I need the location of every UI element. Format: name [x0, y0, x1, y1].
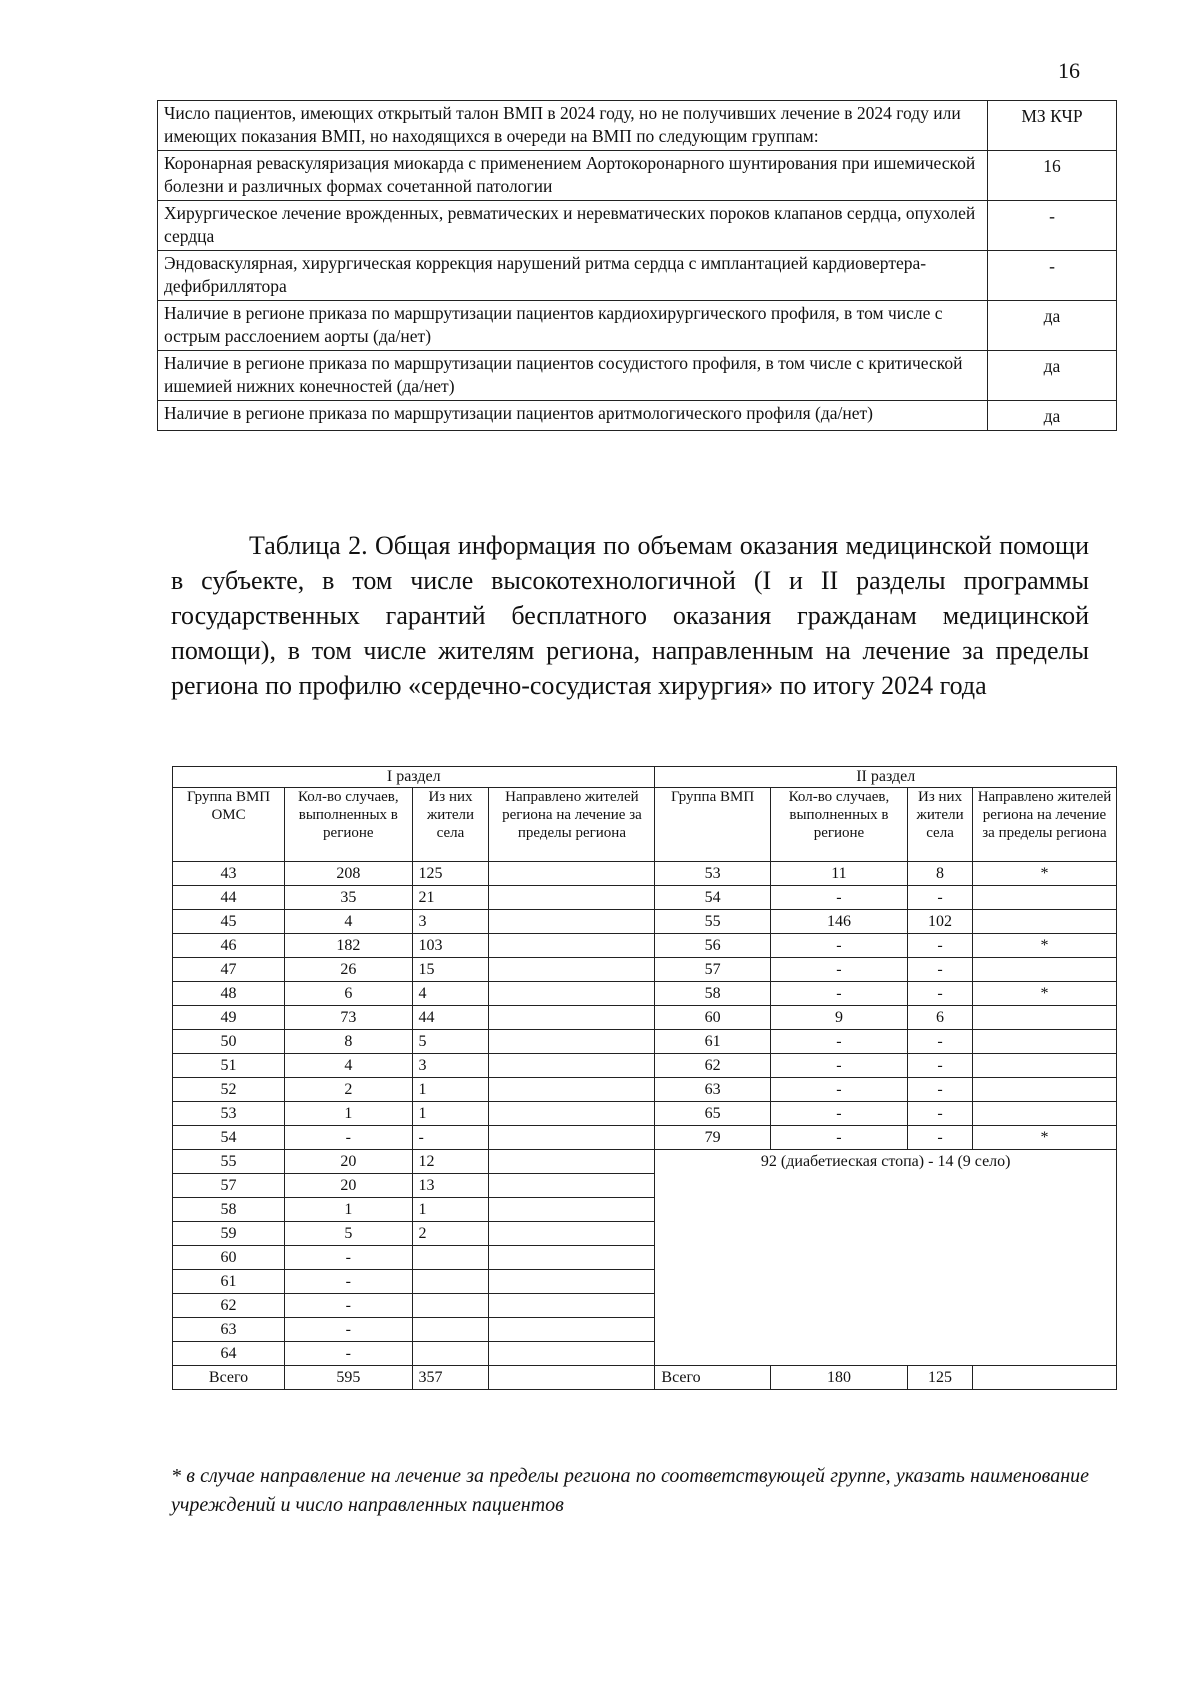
s1-rural-cell: 103	[412, 934, 489, 958]
s2-rural-cell: -	[908, 1078, 973, 1102]
s1-rural-cell: 4	[412, 982, 489, 1006]
s1-group-cell: 60	[173, 1246, 285, 1270]
total-s2-rural: 125	[908, 1366, 973, 1390]
s1-sent-cell	[489, 862, 655, 886]
s1-rural-cell: 44	[412, 1006, 489, 1030]
s1-cases-cell: 1	[285, 1102, 412, 1126]
s1-group-cell: 54	[173, 1126, 285, 1150]
row-value: -	[988, 251, 1117, 301]
s2-cases-cell: -	[770, 1102, 907, 1126]
s1-group-cell: 45	[173, 910, 285, 934]
s1-sent-cell	[489, 1150, 655, 1174]
s1-cases-cell: 35	[285, 886, 412, 910]
s1-cases-cell: 5	[285, 1222, 412, 1246]
s2-cases-cell: -	[770, 982, 907, 1006]
table-row	[173, 1030, 1117, 1054]
table-row	[173, 886, 1117, 910]
s1-sent-cell	[489, 982, 655, 1006]
s2-cases-cell: -	[770, 886, 907, 910]
s1-cases-cell: 6	[285, 982, 412, 1006]
s1-cases-cell: -	[285, 1246, 412, 1270]
s2-sent-cell	[972, 1030, 1116, 1054]
s1-rural-cell: 2	[412, 1222, 489, 1246]
row-description: Хирургическое лечение врожденных, ревматических и неревматических пороков клапанов сердца, опухолей сердца	[158, 201, 988, 251]
col-s2-cases: Кол-во случаев, выполненных в регионе	[770, 788, 907, 862]
table1-row	[158, 151, 1117, 201]
s2-rural-cell: -	[908, 958, 973, 982]
s1-cases-cell: 182	[285, 934, 412, 958]
row-value: да	[988, 301, 1117, 351]
s1-cases-cell: 73	[285, 1006, 412, 1030]
s2-rural-cell: 6	[908, 1006, 973, 1030]
s2-rural-cell: -	[908, 1030, 973, 1054]
table-row	[173, 1078, 1117, 1102]
s1-rural-cell: 1	[412, 1078, 489, 1102]
table1-row	[158, 351, 1117, 401]
col-s1-cases: Кол-во случаев, выполненных в регионе	[285, 788, 412, 862]
s2-cases-cell: -	[770, 1126, 907, 1150]
col-s1-sent: Направлено жителей региона на лечение за пределы региона	[489, 788, 655, 862]
s1-cases-cell: -	[285, 1270, 412, 1294]
s1-rural-cell: 13	[412, 1174, 489, 1198]
s2-note-cell: 92 (диабетиеская стопа) - 14 (9 село)	[655, 1150, 1117, 1366]
s2-sent-cell	[972, 1006, 1116, 1030]
s1-sent-cell	[489, 886, 655, 910]
table-row	[173, 1126, 1117, 1150]
s1-cases-cell: -	[285, 1318, 412, 1342]
s2-cases-cell: -	[770, 1030, 907, 1054]
s1-cases-cell: -	[285, 1294, 412, 1318]
s1-sent-cell	[489, 1246, 655, 1270]
table-row	[173, 1054, 1117, 1078]
s2-cases-cell: -	[770, 958, 907, 982]
s1-rural-cell: 12	[412, 1150, 489, 1174]
s1-sent-cell	[489, 1342, 655, 1366]
table-row	[173, 1150, 1117, 1174]
s1-cases-cell: 4	[285, 910, 412, 934]
s1-sent-cell	[489, 1078, 655, 1102]
s2-sent-cell	[972, 958, 1116, 982]
row-value: МЗ КЧР	[988, 101, 1117, 151]
volumes-table	[172, 766, 1117, 1390]
s1-cases-cell: -	[285, 1126, 412, 1150]
row-description: Число пациентов, имеющих открытый талон ВМП в 2024 году, но не получивших лечение в 2024 году или имеющих показания ВМП, но находящихся в очереди на ВМП по следующим группам:	[158, 101, 988, 151]
total-s1-rural: 357	[412, 1366, 489, 1390]
table-row	[173, 862, 1117, 886]
s2-group-cell: 63	[655, 1078, 770, 1102]
s2-cases-cell: -	[770, 1054, 907, 1078]
s1-group-cell: 47	[173, 958, 285, 982]
s1-cases-cell: 1	[285, 1198, 412, 1222]
s1-rural-cell	[412, 1318, 489, 1342]
s1-sent-cell	[489, 1126, 655, 1150]
s2-sent-cell: *	[972, 934, 1116, 958]
table-row	[173, 1102, 1117, 1126]
s1-group-cell: 58	[173, 1198, 285, 1222]
row-value: 16	[988, 151, 1117, 201]
s1-sent-cell	[489, 1270, 655, 1294]
table-row	[173, 934, 1117, 958]
s2-rural-cell: -	[908, 934, 973, 958]
s1-group-cell: 63	[173, 1318, 285, 1342]
s1-rural-cell: 1	[412, 1102, 489, 1126]
s1-rural-cell: 15	[412, 958, 489, 982]
s2-sent-cell	[972, 886, 1116, 910]
table-row	[173, 1006, 1117, 1030]
s1-sent-cell	[489, 1318, 655, 1342]
row-value: да	[988, 351, 1117, 401]
total-s1-cases: 595	[285, 1366, 412, 1390]
s2-cases-cell: 9	[770, 1006, 907, 1030]
s1-rural-cell: 3	[412, 910, 489, 934]
total-s1-label: Всего	[173, 1366, 285, 1390]
table-row	[173, 958, 1117, 982]
s2-cases-cell: 146	[770, 910, 907, 934]
s2-rural-cell: 8	[908, 862, 973, 886]
s1-rural-cell	[412, 1294, 489, 1318]
s2-rural-cell: -	[908, 886, 973, 910]
table1-row	[158, 401, 1117, 431]
s2-sent-cell	[972, 1102, 1116, 1126]
row-description: Коронарная реваскуляризация миокарда с применением Аортокоронарного шунтирования при ишемической болезни и различных формах сочетанной патологии	[158, 151, 988, 201]
s2-rural-cell: 102	[908, 910, 973, 934]
s1-group-cell: 48	[173, 982, 285, 1006]
section2-header: II раздел	[655, 767, 1117, 788]
table-row	[173, 982, 1117, 1006]
total-s2-sent	[972, 1366, 1116, 1390]
section1-header: I раздел	[173, 767, 655, 788]
total-s1-sent	[489, 1366, 655, 1390]
col-s1-rural: Из них жители села	[412, 788, 489, 862]
s1-sent-cell	[489, 1174, 655, 1198]
s1-rural-cell: 21	[412, 886, 489, 910]
s2-group-cell: 57	[655, 958, 770, 982]
table-row	[173, 910, 1117, 934]
s1-cases-cell: -	[285, 1342, 412, 1366]
table2-caption	[171, 528, 1089, 703]
s2-group-cell: 54	[655, 886, 770, 910]
s2-sent-cell	[972, 1054, 1116, 1078]
s1-group-cell: 44	[173, 886, 285, 910]
s2-group-cell: 61	[655, 1030, 770, 1054]
s2-sent-cell	[972, 1078, 1116, 1102]
s1-group-cell: 61	[173, 1270, 285, 1294]
row-value: -	[988, 201, 1117, 251]
s1-group-cell: 59	[173, 1222, 285, 1246]
s1-rural-cell: 125	[412, 862, 489, 886]
s2-rural-cell: -	[908, 1054, 973, 1078]
s2-sent-cell	[972, 910, 1116, 934]
s2-sent-cell: *	[972, 1126, 1116, 1150]
s1-group-cell: 52	[173, 1078, 285, 1102]
s1-sent-cell	[489, 958, 655, 982]
s1-sent-cell	[489, 1030, 655, 1054]
s1-group-cell: 62	[173, 1294, 285, 1318]
table1-row	[158, 201, 1117, 251]
s1-rural-cell	[412, 1270, 489, 1294]
row-description: Наличие в регионе приказа по маршрутизации пациентов аритмологического профиля (да/нет)	[158, 401, 988, 431]
s1-group-cell: 46	[173, 934, 285, 958]
s1-group-cell: 57	[173, 1174, 285, 1198]
table1-row	[158, 101, 1117, 151]
s1-cases-cell: 2	[285, 1078, 412, 1102]
s2-sent-cell: *	[972, 982, 1116, 1006]
s1-rural-cell: 5	[412, 1030, 489, 1054]
s1-cases-cell: 26	[285, 958, 412, 982]
s1-rural-cell: 1	[412, 1198, 489, 1222]
s2-cases-cell: 11	[770, 862, 907, 886]
col-s2-group: Группа ВМП	[655, 788, 770, 862]
s1-sent-cell	[489, 1222, 655, 1246]
s1-cases-cell: 20	[285, 1150, 412, 1174]
col-s2-rural: Из них жители села	[908, 788, 973, 862]
s1-sent-cell	[489, 1198, 655, 1222]
s2-group-cell: 65	[655, 1102, 770, 1126]
table1-row	[158, 301, 1117, 351]
page-number: 16	[1058, 58, 1080, 83]
s1-sent-cell	[489, 934, 655, 958]
s1-group-cell: 64	[173, 1342, 285, 1366]
s1-sent-cell	[489, 910, 655, 934]
row-value: да	[988, 401, 1117, 431]
s1-group-cell: 50	[173, 1030, 285, 1054]
s1-rural-cell	[412, 1246, 489, 1270]
footnote: * в случае направление на лечение за пределы региона по соответствующей группе, указать наименование учреждений и число направленных пациентов	[171, 1465, 1089, 1516]
s1-group-cell: 51	[173, 1054, 285, 1078]
s1-rural-cell: 3	[412, 1054, 489, 1078]
s1-sent-cell	[489, 1006, 655, 1030]
s1-cases-cell: 20	[285, 1174, 412, 1198]
s1-group-cell: 49	[173, 1006, 285, 1030]
s2-sent-cell: *	[972, 862, 1116, 886]
s1-sent-cell	[489, 1054, 655, 1078]
col-s2-sent: Направлено жителей региона на лечение за пределы региона	[972, 788, 1116, 862]
s1-rural-cell	[412, 1342, 489, 1366]
s1-group-cell: 53	[173, 1102, 285, 1126]
s1-cases-cell: 4	[285, 1054, 412, 1078]
table1-row	[158, 251, 1117, 301]
s1-sent-cell	[489, 1294, 655, 1318]
s1-group-cell: 43	[173, 862, 285, 886]
s1-cases-cell: 208	[285, 862, 412, 886]
s2-rural-cell: -	[908, 1126, 973, 1150]
s2-group-cell: 62	[655, 1054, 770, 1078]
row-description: Наличие в регионе приказа по маршрутизации пациентов сосудистого профиля, в том числе с критической ишемией нижних конечностей (да/нет)	[158, 351, 988, 401]
caption-text: Таблица 2. Общая информация по объемам оказания медицинской помощи в субъекте, в том числе высокотехнологичной (I и II разделы программы государственных гарантий бесплатного оказания гражданам медицинской помощи), в том числе жителям региона, направленным на лечение за пределы региона по профилю «сердечно-сосудистая хирургия» по итогу 2024 года	[171, 531, 1089, 700]
s2-group-cell: 53	[655, 862, 770, 886]
s2-cases-cell: -	[770, 1078, 907, 1102]
s2-group-cell: 79	[655, 1126, 770, 1150]
total-s2-label: Всего	[655, 1366, 770, 1390]
row-description: Наличие в регионе приказа по маршрутизации пациентов кардиохирургического профиля, в том числе с острым расслоением аорты (да/нет)	[158, 301, 988, 351]
row-description: Эндоваскулярная, хирургическая коррекция нарушений ритма сердца с имплантацией кардиовертера-дефибриллятора	[158, 251, 988, 301]
col-s1-group: Группа ВМП ОМС	[173, 788, 285, 862]
s1-sent-cell	[489, 1102, 655, 1126]
s2-cases-cell: -	[770, 934, 907, 958]
s2-group-cell: 60	[655, 1006, 770, 1030]
s1-rural-cell: -	[412, 1126, 489, 1150]
vmp-queue-table	[157, 100, 1117, 431]
total-s2-cases: 180	[770, 1366, 907, 1390]
s2-rural-cell: -	[908, 982, 973, 1006]
s2-group-cell: 55	[655, 910, 770, 934]
s2-group-cell: 58	[655, 982, 770, 1006]
total-row	[173, 1366, 1117, 1390]
s2-rural-cell: -	[908, 1102, 973, 1126]
s2-group-cell: 56	[655, 934, 770, 958]
s1-group-cell: 55	[173, 1150, 285, 1174]
s1-cases-cell: 8	[285, 1030, 412, 1054]
